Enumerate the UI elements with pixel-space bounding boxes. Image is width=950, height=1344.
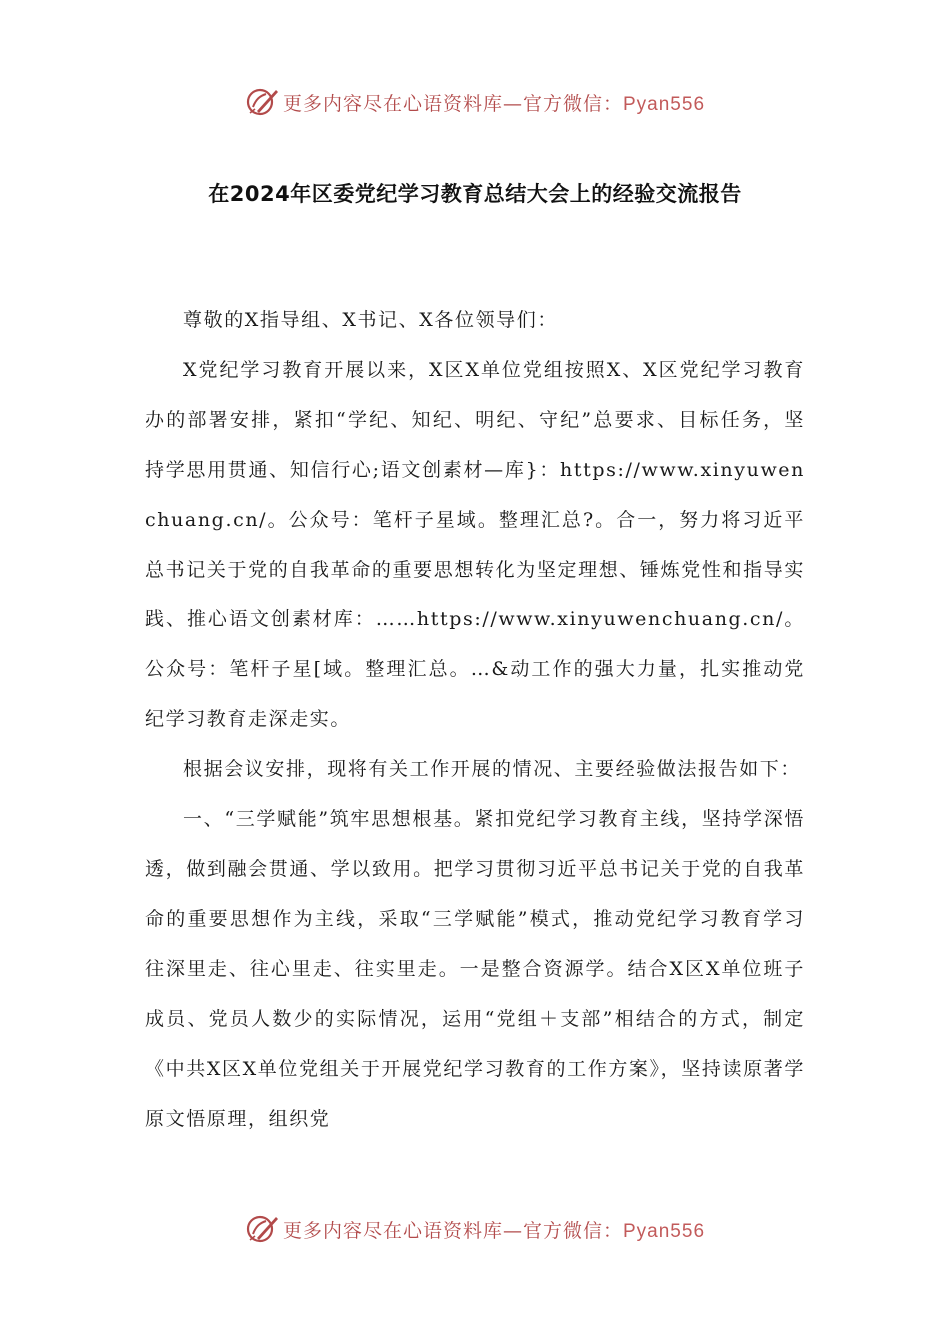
document-body (145, 296, 805, 1144)
watermark-handle: Pyan556 (623, 93, 706, 115)
watermark-label: 更多内容尽在心语资料库—官方微信： (282, 92, 623, 115)
paragraph-report-intro: 根据会议安排，现将有关工作开展的情况、主要经验做法报告如下： (183, 758, 802, 781)
pen-logo-icon (245, 1212, 279, 1246)
watermark-header (0, 82, 950, 122)
document-title: 在2024年区委党纪学习教育总结大会上的经验交流报告 (208, 182, 742, 206)
paragraph-salutation: 尊敬的X指导组、X书记、X各位领导们： (183, 309, 558, 331)
watermark-text (283, 1216, 705, 1243)
paragraph-intro: X党纪学习教育开展以来，X区X单位党组按照X、X区党纪学习教育办的部署安排，紧扣“学纪、知纪、明纪、守纪”总要求、目标任务，坚持学思用贯通、知信行心;语文创素材—库}：https://www.xinyuwenchuang.cn/。公众号：笔杆子星域。整理汇总?。合一，努力将习近平总书记关于党的自我革命的重要思想转化为坚定理想、锤炼党性和指导实践、推心语文创素材库：……https://www.xinyuwenchuang.cn/。公众号：笔杆子星[域。整理汇总。…&动工作的强大力量，扎实推动党纪学习教育走深走实。 (145, 358, 805, 731)
watermark-footer (0, 1209, 950, 1249)
pen-logo-icon (245, 85, 279, 119)
paragraph-section-one: 一、“三学赋能”筑牢思想根基。紧扣党纪学习教育主线，坚持学深悟透，做到融会贯通、学以致用。把学习贯彻习近平总书记关于党的自我革命的重要思想作为主线，采取“三学赋能”模式，推动党纪学习教育学习往深里走、往心里走、往实里走。一是整合资源学。结合X区X单位班子成员、党员人数少的实际情况，运用“党组＋支部”相结合的方式，制定《中共X区X单位党组关于开展党纪学习教育的工作方案》，坚持读原著学原文悟原理，组织党 (145, 808, 805, 1130)
watermark-text (283, 89, 705, 116)
watermark-label: 更多内容尽在心语资料库—官方微信： (282, 1219, 623, 1242)
watermark-handle: Pyan556 (623, 1220, 706, 1242)
